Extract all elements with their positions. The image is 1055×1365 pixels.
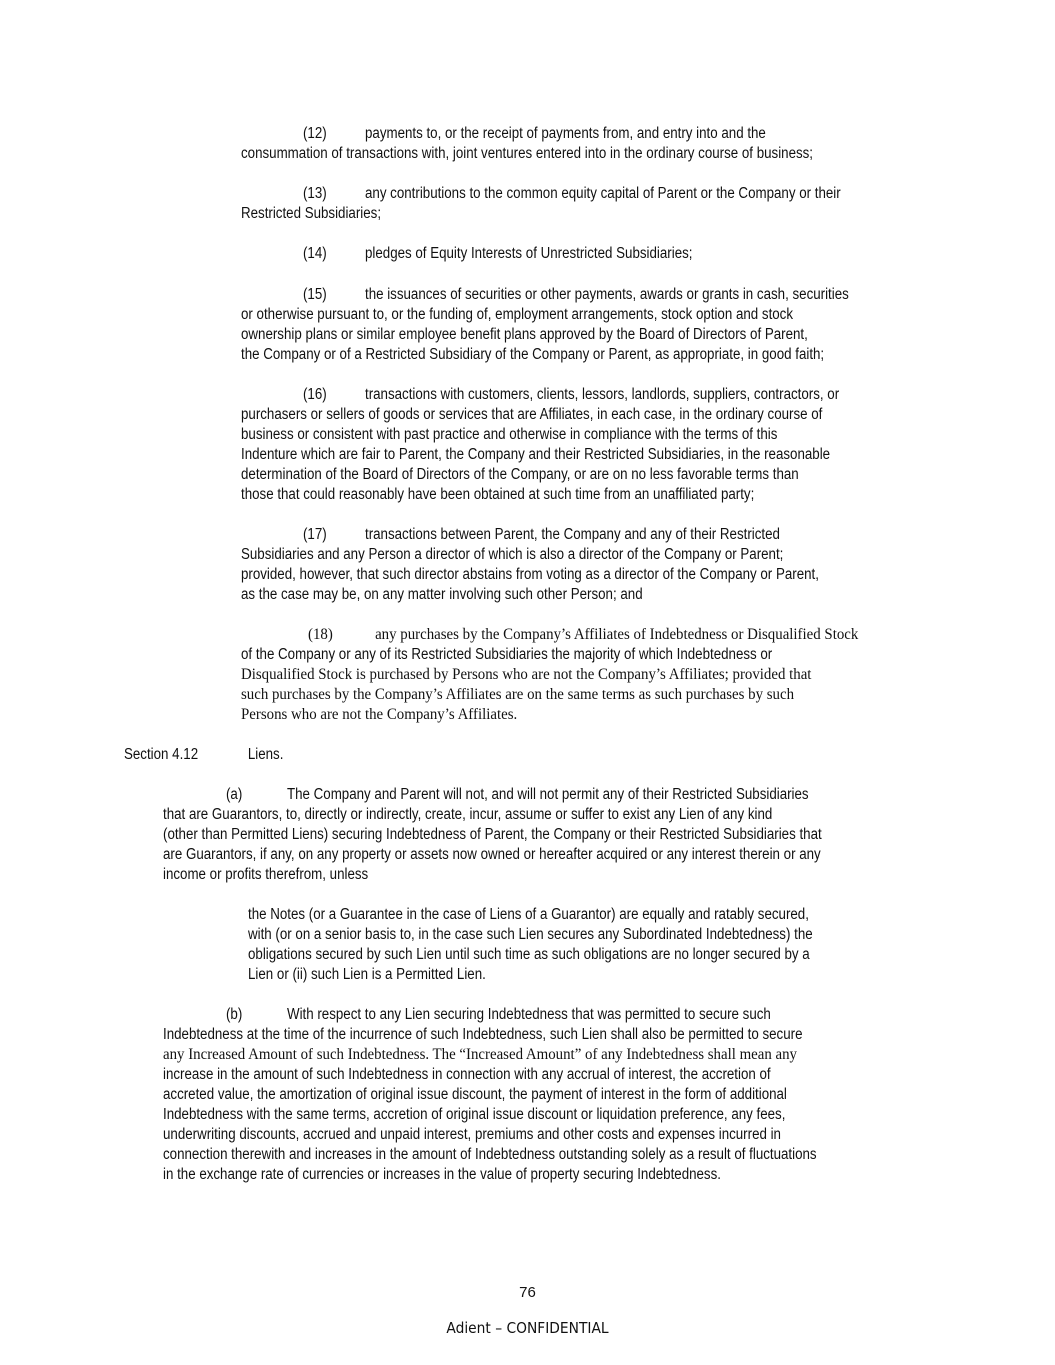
text-line: or otherwise pursuant to, or the funding of, employment arrangements, stock option and stock xyxy=(241,306,794,323)
text-line: such purchases by the Company’s Affiliates are on the same terms as such purchases by such xyxy=(241,686,795,703)
text-line: obligations secured by such Lien until such time as such obligations are no longer secured by a xyxy=(248,946,810,963)
item-text: pledges of Equity Interests of Unrestricted Subsidiaries; xyxy=(364,245,693,262)
item-number: (18) xyxy=(308,626,333,643)
item-text: the issuances of securities or other payments, awards or grants in cash, securities xyxy=(364,286,849,303)
item-number: (13) xyxy=(302,185,327,202)
item-text: payments to, or the receipt of payments from, and entry into and the xyxy=(364,125,766,142)
text-line: with (or on a senior basis to, in the case such Lien secures any Subordinated Indebtedness) the xyxy=(248,926,813,943)
text-line: any Increased Amount of such Indebtedness. The “Increased Amount” of any Indebtedness shall mean any xyxy=(163,1046,797,1063)
list-item-16 xyxy=(241,385,926,505)
text-line: Subsidiaries and any Person a director of which is also a director of the Company or Parent; xyxy=(241,546,784,563)
item-number: (12) xyxy=(302,125,327,142)
text-line: Indenture which are fair to Parent, the Company and their Restricted Subsidiaries, in the reasonable xyxy=(241,446,831,463)
text-line xyxy=(241,385,840,405)
item-text: transactions with customers, clients, lessors, landlords, suppliers, contractors, or xyxy=(364,386,840,403)
text-line: Indebtedness with the same terms, accretion of original issue discount or liquidation preference, any fees, xyxy=(163,1106,786,1123)
text-line: underwriting discounts, accrued and unpaid interest, premiums and other costs and expenses incurred in xyxy=(163,1126,781,1143)
clause-a xyxy=(163,785,929,885)
text-line xyxy=(241,525,819,545)
text-line: that are Guarantors, to, directly or indirectly, create, incur, assume or suffer to exist any Lien of any kind xyxy=(163,806,773,823)
text-line: as the case may be, on any matter involving such other Person; and xyxy=(241,586,643,603)
text-line: income or profits therefrom, unless xyxy=(163,866,369,883)
text-line xyxy=(241,184,841,204)
item-number: (a) xyxy=(225,786,243,803)
list-item-18 xyxy=(241,625,859,725)
text-line: in the exchange rate of currencies or increases in the value of property securing Indebtedness. xyxy=(163,1166,721,1183)
item-number: (b) xyxy=(225,1006,243,1023)
section-number: Section 4.12 xyxy=(124,746,199,763)
text-line: those that could reasonably have been obtained at such time from an unaffiliated party; xyxy=(241,486,755,503)
text-line xyxy=(163,785,822,805)
text-line xyxy=(163,1005,817,1025)
text-line: of the Company or any of its Restricted Subsidiaries the majority of which Indebtedness or xyxy=(241,646,773,663)
text-line: (other than Permitted Liens) securing Indebtedness of Parent, the Company or their Restricted Subsidiaries that xyxy=(163,826,822,843)
section-title: Liens. xyxy=(247,746,284,763)
footer-confidential: Adient – CONFIDENTIAL xyxy=(446,1319,609,1337)
item-number: (17) xyxy=(302,526,327,543)
text-line: Lien or (ii) such Lien is a Permitted Lien. xyxy=(248,966,486,983)
text-line: are Guarantors, if any, on any property or assets now owned or hereafter acquired or any interest therein or any xyxy=(163,846,821,863)
text-line: business or consistent with past practice and otherwise in compliance with the terms of this xyxy=(241,426,778,443)
item-number: (16) xyxy=(302,386,327,403)
text-line xyxy=(241,625,859,645)
list-item-15 xyxy=(241,285,919,365)
text-line: connection therewith and increases in the amount of Indebtedness outstanding solely as a result of fluctuations xyxy=(163,1146,817,1163)
text-line: Disqualified Stock is purchased by Persons who are not the Company’s Affiliates; provided that xyxy=(241,666,812,683)
text-line: Persons who are not the Company’s Affiliates. xyxy=(241,706,518,723)
text-line: Restricted Subsidiaries; xyxy=(241,205,382,222)
text-line: ownership plans or similar employee benefit plans approved by the Board of Directors of Parent, xyxy=(241,326,808,343)
item-number: (14) xyxy=(302,245,327,262)
text-line xyxy=(241,285,849,305)
item-text: The Company and Parent will not, and will not permit any of their Restricted Subsidiaries xyxy=(286,786,809,803)
text-line: provided, however, that such director abstains from voting as a director of the Company or Parent, xyxy=(241,566,819,583)
item-text: any contributions to the common equity capital of Parent or the Company or their xyxy=(364,185,841,202)
clause-b xyxy=(163,1005,923,1185)
text-line: increase in the amount of such Indebtedness in connection with any accrual of interest, the accretion of xyxy=(163,1066,771,1083)
item-text: transactions between Parent, the Company and any of their Restricted xyxy=(364,526,780,543)
list-item-13 xyxy=(241,184,841,224)
list-item-12 xyxy=(241,124,906,164)
clause-indented xyxy=(248,905,905,985)
text-line: accreted value, the amortization of original issue discount, the payment of interest in the form of additional xyxy=(163,1086,787,1103)
text-line: purchasers or sellers of goods or services that are Affiliates, in each case, in the ordinary course of xyxy=(241,406,823,423)
text-line: the Company or of a Restricted Subsidiary of the Company or Parent, as appropriate, in good faith; xyxy=(241,346,825,363)
item-text: any purchases by the Company’s Affiliates of Indebtedness or Disqualified Stock xyxy=(375,626,859,643)
text-line: determination of the Board of Directors of the Company, or are on no less favorable terms than xyxy=(241,466,799,483)
page-number: 76 xyxy=(519,1284,536,1301)
list-item-17 xyxy=(241,525,913,605)
text-line: the Notes (or a Guarantee in the case of Liens of a Guarantor) are equally and ratably secured, xyxy=(248,906,809,923)
item-number: (15) xyxy=(302,286,327,303)
text-line: Indebtedness at the time of the incurrence of such Indebtedness, such Lien shall also be permitted to secure xyxy=(163,1026,803,1043)
text-line xyxy=(241,124,813,144)
text-line: consummation of transactions with, joint ventures entered into in the ordinary course of business; xyxy=(241,145,814,162)
item-text: With respect to any Lien securing Indebtedness that was permitted to secure such xyxy=(286,1006,771,1023)
